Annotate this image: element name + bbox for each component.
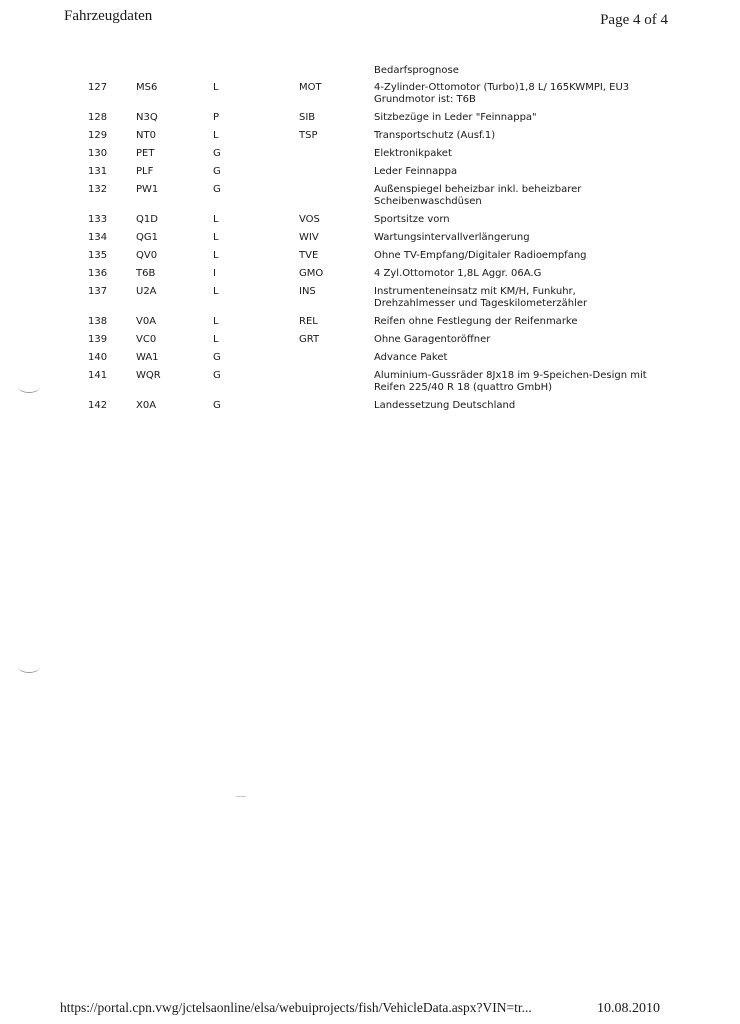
- option-description: [374, 112, 674, 124]
- option-code: X0A: [136, 400, 157, 411]
- description-line: Reifen ohne Festlegung der Reifenmarke: [374, 316, 578, 327]
- option-code: WA1: [136, 352, 159, 363]
- row-number: 131: [88, 166, 108, 177]
- row-number: 141: [88, 370, 108, 381]
- option-description: [374, 334, 674, 346]
- description-line: Drehzahlmesser und Tageskilometerzähler: [374, 298, 588, 309]
- option-description: [374, 286, 674, 310]
- option-code: V0A: [136, 316, 157, 327]
- table-row: [0, 166, 740, 178]
- description-line: Advance Paket: [374, 352, 448, 363]
- vehicle-data-table: [0, 82, 740, 418]
- option-type: L: [213, 130, 219, 141]
- row-number: 139: [88, 334, 108, 345]
- option-type: G: [213, 400, 221, 411]
- option-family: INS: [299, 286, 316, 297]
- footer-date: 10.08.2010: [597, 1001, 660, 1016]
- option-code: Q1D: [136, 214, 158, 225]
- option-description: [374, 250, 674, 262]
- table-row: [0, 232, 740, 244]
- option-type: L: [213, 82, 219, 93]
- option-type: L: [213, 334, 219, 345]
- row-number: 133: [88, 214, 108, 225]
- row-number: 127: [88, 82, 108, 93]
- option-code: MS6: [136, 82, 158, 93]
- description-line: 4-Zylinder-Ottomotor (Turbo)1,8 L/ 165KWMPI, EU3: [374, 82, 630, 93]
- description-line: Landessetzung Deutschland: [374, 400, 516, 411]
- option-code: PLF: [136, 166, 154, 177]
- description-line: Sitzbezüge in Leder "Feinnappa": [374, 112, 537, 123]
- option-family: VOS: [299, 214, 320, 225]
- option-description: [374, 148, 674, 160]
- option-code: PET: [136, 148, 155, 159]
- option-description: [374, 184, 674, 208]
- option-code: T6B: [136, 268, 156, 279]
- option-description: [374, 82, 674, 106]
- table-row: [0, 250, 740, 262]
- option-type: L: [213, 232, 219, 243]
- option-description: [374, 232, 674, 244]
- row-number: 137: [88, 286, 108, 297]
- option-type: L: [213, 214, 219, 225]
- description-line: Sportsitze vorn: [374, 214, 450, 225]
- option-code: QV0: [136, 250, 158, 261]
- option-type: P: [213, 112, 220, 123]
- table-row: [0, 214, 740, 226]
- table-row: [0, 148, 740, 160]
- row-number: 140: [88, 352, 108, 363]
- option-code: U2A: [136, 286, 157, 297]
- row-number: 128: [88, 112, 108, 123]
- option-description: [374, 352, 674, 364]
- option-type: G: [213, 166, 221, 177]
- description-line: Außenspiegel beheizbar inkl. beheizbarer: [374, 184, 582, 195]
- table-row: [0, 184, 740, 208]
- option-type: L: [213, 316, 219, 327]
- table-row: [0, 334, 740, 346]
- table-row: [0, 82, 740, 106]
- table-row: [0, 268, 740, 280]
- option-family: WIV: [299, 232, 319, 243]
- row-number: 135: [88, 250, 108, 261]
- scan-artifact: [18, 380, 40, 393]
- table-row: [0, 316, 740, 328]
- option-family: SIB: [299, 112, 316, 123]
- option-family: REL: [299, 316, 318, 327]
- description-line: Ohne TV-Empfang/Digitaler Radioempfang: [374, 250, 587, 261]
- row-number: 134: [88, 232, 108, 243]
- option-family: MOT: [299, 82, 322, 93]
- option-code: PW1: [136, 184, 159, 195]
- option-code: N3Q: [136, 112, 158, 123]
- option-description: [374, 130, 674, 142]
- option-description: [374, 214, 674, 226]
- description-line: Scheibenwaschdüsen: [374, 196, 482, 207]
- page-number: Page 4 of 4: [600, 12, 668, 28]
- option-family: GRT: [299, 334, 320, 345]
- description-line: 4 Zyl.Ottomotor 1,8L Aggr. 06A.G: [374, 268, 542, 279]
- description-line: Ohne Garagentoröffner: [374, 334, 491, 345]
- row-number: 132: [88, 184, 108, 195]
- option-description: [374, 400, 674, 412]
- option-type: G: [213, 370, 221, 381]
- row-number: 136: [88, 268, 108, 279]
- description-line: Leder Feinnappa: [374, 166, 458, 177]
- table-row: [0, 112, 740, 124]
- document-title: Fahrzeugdaten: [64, 8, 153, 24]
- row-number: 130: [88, 148, 108, 159]
- option-code: WQR: [136, 370, 161, 381]
- option-type: G: [213, 148, 221, 159]
- table-row: [0, 400, 740, 412]
- option-description: [374, 268, 674, 280]
- option-description: [374, 316, 674, 328]
- scan-speck: [236, 796, 246, 797]
- option-family: TSP: [299, 130, 318, 141]
- row-number: 142: [88, 400, 108, 411]
- option-family: TVE: [299, 250, 319, 261]
- description-line: Instrumenteneinsatz mit KM/H, Funkuhr,: [374, 286, 576, 297]
- option-code: VC0: [136, 334, 157, 345]
- option-type: L: [213, 286, 219, 297]
- row-number: 129: [88, 130, 108, 141]
- option-description: [374, 166, 674, 178]
- option-type: I: [213, 268, 216, 279]
- description-line: Grundmotor ist: T6B: [374, 94, 476, 105]
- option-type: L: [213, 250, 219, 261]
- row-number: 138: [88, 316, 108, 327]
- description-line: Reifen 225/40 R 18 (quattro GmbH): [374, 382, 553, 393]
- option-description: [374, 370, 674, 394]
- table-row: [0, 352, 740, 364]
- option-type: G: [213, 184, 221, 195]
- option-code: QG1: [136, 232, 158, 243]
- table-row: [0, 130, 740, 142]
- description-line: Wartungsintervallverlängerung: [374, 232, 530, 243]
- footer-url: https://portal.cpn.vwg/jctelsaonline/elsa/webuiprojects/fish/VehicleData.aspx?VIN=tr...: [60, 1000, 532, 1015]
- option-code: NT0: [136, 130, 156, 141]
- description-line: Elektronikpaket: [374, 148, 452, 159]
- continued-description: Bedarfsprognose: [374, 65, 459, 76]
- scan-artifact: [18, 660, 40, 673]
- table-row: [0, 286, 740, 310]
- option-type: G: [213, 352, 221, 363]
- option-family: GMO: [299, 268, 324, 279]
- description-line: Aluminium-Gussräder 8Jx18 im 9-Speichen-Design mit: [374, 370, 647, 381]
- table-row: [0, 370, 740, 394]
- description-line: Transportschutz (Ausf.1): [374, 130, 496, 141]
